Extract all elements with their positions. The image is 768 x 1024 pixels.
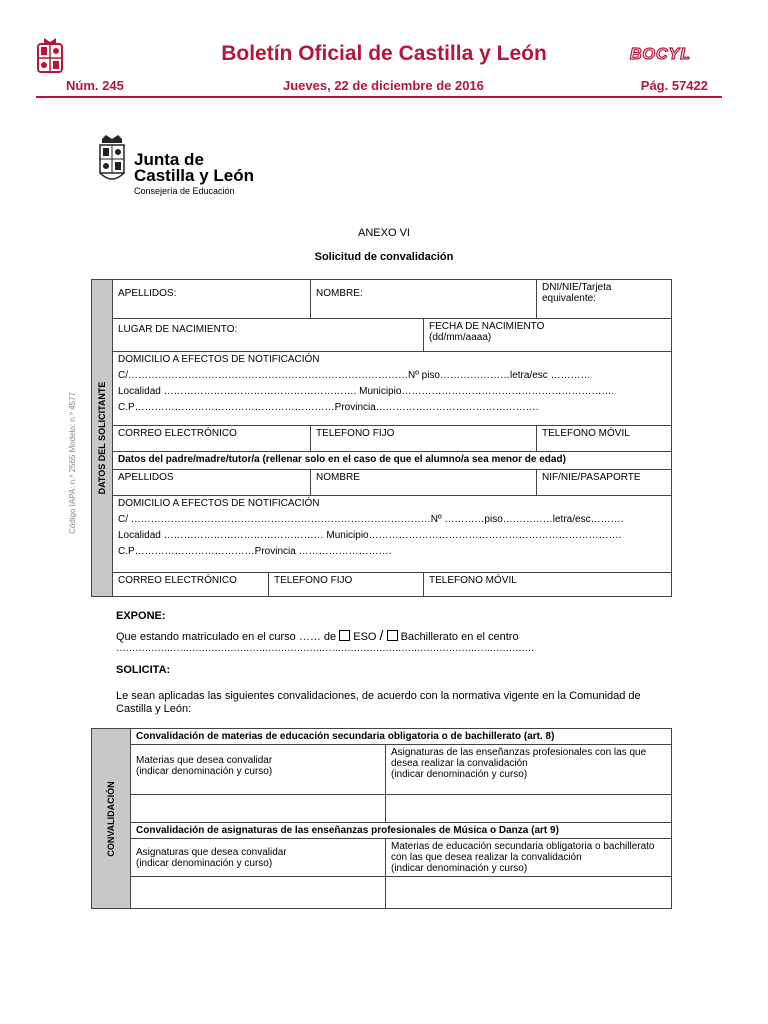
art8-left-input[interactable] <box>131 795 386 823</box>
convalidacion-section-label: CONVALIDACIÓN <box>92 729 131 909</box>
junta-crest-icon <box>96 131 128 187</box>
art8-header: Convalidación de materias de educación secundaria obligatoria o de bachillerato (art. 8) <box>131 729 672 745</box>
tutor-street-line: C/ ………………………………………………………………………………Nº …………piso……………letra/esc………. <box>118 514 624 525</box>
dni-field[interactable]: DNI/NIE/Tarjeta equivalente: <box>537 280 672 319</box>
expone-text: Que estando matriculado en el curso …… de ESO / Bachillerato en el centro <box>116 627 519 643</box>
applicant-table <box>91 279 672 597</box>
solicita-heading: SOLICITA: <box>116 664 171 676</box>
nombre-field[interactable]: NOMBRE: <box>311 280 537 319</box>
telefono-fijo-field[interactable]: TELEFONO FIJO <box>311 426 537 452</box>
art9-right-input[interactable] <box>386 877 672 909</box>
address-street-line: C/…………………………………………………………………………Nº piso…………………letra/esc ………… <box>118 370 591 381</box>
tutor-domicilio-field[interactable]: DOMICILIO A EFECTOS DE NOTIFICACIÓN C/ ………………………………………………………………………………Nº …………piso……………letra/esc………. Localidad ………………………………………… Municipio…………………………………………………………………. C.P………………………………Provincia ………………………. <box>113 496 672 573</box>
tutor-header: Datos del padre/madre/tutor/a (rellenar solo en el caso de que el alumno/a sea menor de edad) <box>113 452 672 470</box>
expone-heading: EXPONE: <box>116 610 166 622</box>
tutor-nif-field[interactable]: NIF/NIE/PASAPORTE <box>537 470 672 496</box>
header-rule <box>36 96 722 98</box>
eso-checkbox[interactable] <box>339 630 350 641</box>
correo-field[interactable]: CORREO ELECTRÓNICO <box>113 426 311 452</box>
art9-right-header: Materias de educación secundaria obligatoria o bachillerato con las que desea realizar la convalidación (indicar denominación y curso) <box>386 839 672 877</box>
telefono-movil-field[interactable]: TELEFONO MÓVIL <box>537 426 672 452</box>
annex-label: ANEXO VI <box>358 227 410 239</box>
tutor-correo-field[interactable]: CORREO ELECTRÓNICO <box>113 573 269 597</box>
art9-left-input[interactable] <box>131 877 386 909</box>
page-number: Pág. 57422 <box>640 78 708 93</box>
art9-left-header: Asignaturas que desea convalidar (indicar denominación y curso) <box>131 839 386 877</box>
eso-label: ESO <box>353 631 377 643</box>
applicant-section-label: DATOS DEL SOLICITANTE <box>92 280 113 597</box>
tutor-locality-line: Localidad ………………………………………… Municipio…………………………………………………………………. <box>118 530 622 541</box>
art8-right-input[interactable] <box>386 795 672 823</box>
tutor-cp-line: C.P………………………………Provincia ………………………. <box>118 546 392 557</box>
lugar-nacimiento-field[interactable]: LUGAR DE NACIMIENTO: <box>113 319 424 352</box>
fecha-nacimiento-field[interactable]: FECHA DE NACIMIENTO (dd/mm/aaaa) <box>423 319 671 352</box>
bocyl-logo: BOCYL <box>630 46 691 63</box>
form-title: Solicitud de convalidación <box>314 251 454 263</box>
junta-line2: Castilla y León <box>134 166 254 185</box>
address-locality-line: Localidad …………………………………………………. Municipio………………………………………………………. <box>118 386 615 397</box>
convalidacion-table <box>91 728 672 909</box>
junta-line1: Junta de <box>134 150 204 169</box>
junta-consejeria: Consejería de Educación <box>134 186 235 196</box>
tutor-telefono-fijo-field[interactable]: TELEFONO FIJO <box>269 573 424 597</box>
issue-date: Jueves, 22 de diciembre de 2016 <box>283 78 484 93</box>
bulletin-header-row <box>36 77 722 97</box>
art8-right-header: Asignaturas de las enseñanzas profesionales con las que desea realizar la convalidación (indicar denominación y curso) <box>386 745 672 795</box>
bulletin-title: Boletín Oficial de Castilla y León <box>221 42 547 65</box>
expone-dotted-line[interactable]: …………………………………………………………………………………………………………………… <box>116 643 534 654</box>
address-cp-line: C.P……………………………………………………Provincia…………………………………………. <box>118 402 539 413</box>
art8-left-header: Materias que desea convalidar (indicar denominación y curso) <box>131 745 386 795</box>
bachillerato-checkbox[interactable] <box>387 630 398 641</box>
tutor-nombre-field[interactable]: NOMBRE <box>311 470 537 496</box>
issue-number: Núm. 245 <box>66 78 124 93</box>
side-code: Código IAPA: n.º 2565 Modelo: n.º 4577 <box>68 392 77 534</box>
apellidos-field[interactable]: APELLIDOS: <box>113 280 311 319</box>
domicilio-field[interactable]: DOMICILIO A EFECTOS DE NOTIFICACIÓN C/…………………………………………………………………………Nº piso…………………letra/esc ………… Localidad …………………………………………………. Municipio………………………………………………………. C.P……………………………………………………Provincia…………………………………………. <box>113 352 672 426</box>
solicita-text: Le sean aplicadas las siguientes convalidaciones, de acuerdo con la normativa vigente en la Comunidad de Castilla y León: <box>116 690 641 715</box>
art9-header: Convalidación de asignaturas de las enseñanzas profesionales de Música o Danza (art 9) <box>131 823 672 839</box>
tutor-telefono-movil-field[interactable]: TELEFONO MÓVIL <box>423 573 671 597</box>
tutor-apellidos-field[interactable]: APELLIDOS <box>113 470 311 496</box>
